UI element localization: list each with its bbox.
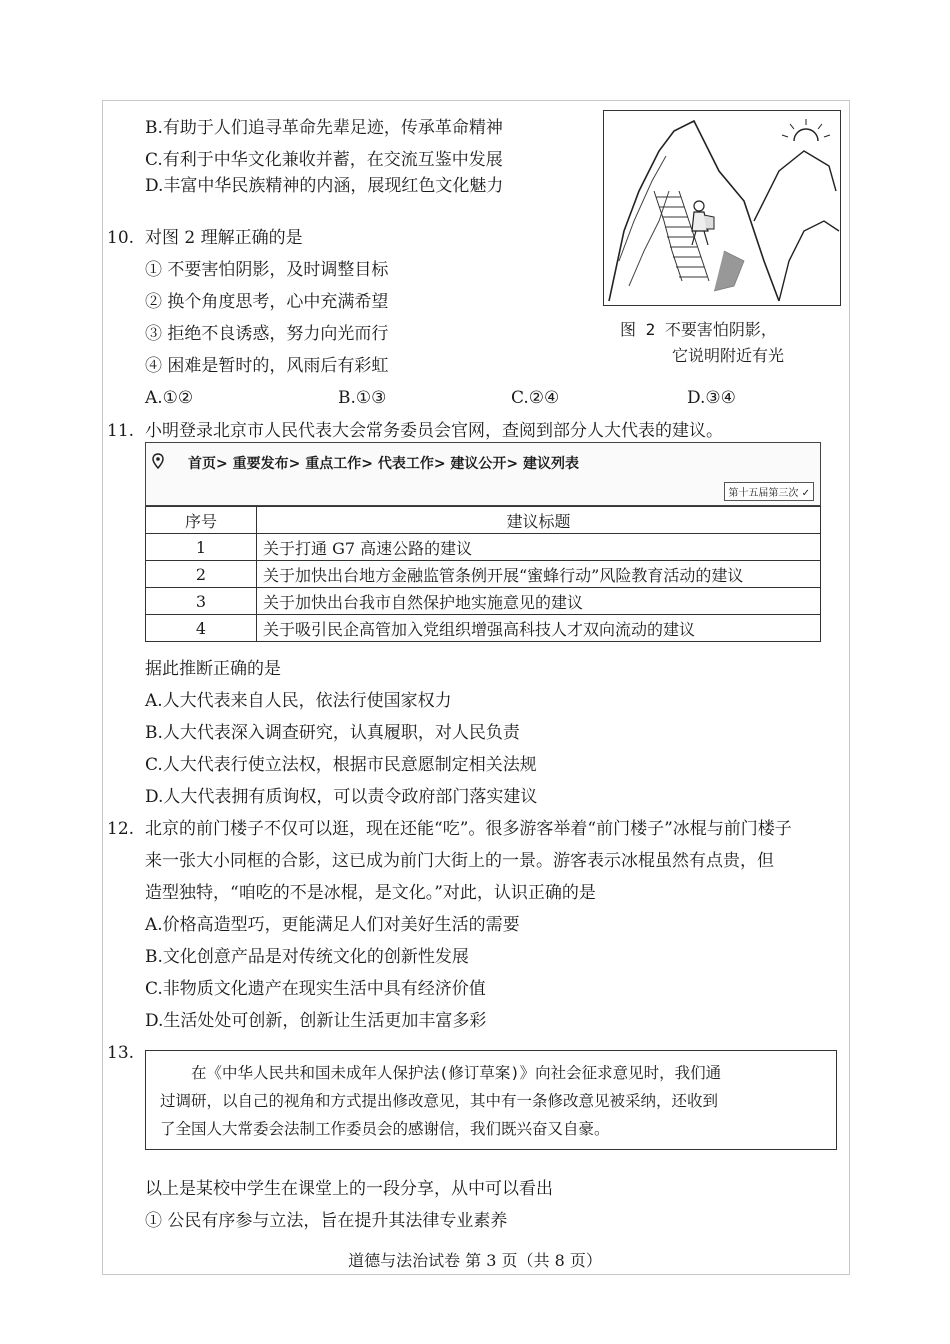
q13-quote-box (145, 1050, 837, 1150)
table-header-row (146, 507, 821, 534)
table-row (146, 534, 821, 561)
q9-option-b: B.有助于人们追寻革命先辈足迹，传承革命精神 (145, 118, 503, 138)
session-select-value: 第十五届第三次 (728, 488, 799, 499)
table-cell-title: 关于吸引民企高管加入党组织增强高科技人才双向流动的建议 (257, 615, 821, 642)
figure-2-caption-line1: 图 2 不要害怕阴影， (620, 320, 777, 339)
q13-box-line2: 过调研，以自己的视角和方式提出修改意见，其中有一条修改意见被采纳，还收到 (160, 1092, 719, 1110)
q13-item-1: ① 公民有序参与立法，旨在提升其法律专业素养 (145, 1211, 508, 1231)
session-select (724, 482, 814, 501)
table-cell-index: 1 (146, 534, 257, 561)
mountain-stairs-drawing (604, 111, 840, 305)
q10-choice-d: D.③④ (687, 388, 736, 408)
q13-number: 13. (107, 1043, 135, 1063)
figure-2-caption-line2: 它说明附近有光 (672, 346, 785, 365)
suggestion-table (145, 506, 821, 642)
q10-item-4: ④ 困难是暂时的，风雨后有彩虹 (145, 356, 389, 376)
breadcrumb: 首页> 重要发布> 重点工作> 代表工作> 建议公开> 建议列表 (188, 456, 580, 472)
q12-stem-line2: 来一张大小同框的合影，这已成为前门大街上的一景。游客表示冰棍虽然有点贵，但 (145, 851, 774, 871)
q9-option-c: C.有利于中华文化兼收并蓄，在交流互鉴中发展 (145, 150, 503, 170)
table-cell-index: 2 (146, 561, 257, 588)
q12-stem-line3: 造型独特，“咱吃的不是冰棍，是文化。”对此，认识正确的是 (145, 883, 596, 903)
q13-box-line3: 了全国人大常委会法制工作委员会的感谢信，我们既兴奋又自豪。 (160, 1120, 610, 1138)
q10-item-2: ② 换个角度思考，心中充满希望 (145, 292, 389, 312)
q11-option-d: D.人大代表拥有质询权，可以责令政府部门落实建议 (145, 787, 538, 807)
q12-number: 12. (107, 819, 135, 839)
table-header-index: 序号 (146, 507, 257, 534)
location-pin-icon (152, 453, 164, 469)
q12-option-b: B.文化创意产品是对传统文化的创新性发展 (145, 947, 469, 967)
website-screenshot (145, 442, 821, 506)
table-row (146, 588, 821, 615)
table-header-title: 建议标题 (257, 507, 821, 534)
q10-choice-c: C.②④ (511, 388, 560, 408)
page-footer: 道德与法治试卷 第 3 页（共 8 页） (348, 1251, 602, 1270)
table-row (146, 561, 821, 588)
table-cell-index: 3 (146, 588, 257, 615)
q10-choice-b: B.①③ (338, 388, 387, 408)
q12-option-c: C.非物质文化遗产在现实生活中具有经济价值 (145, 979, 486, 999)
q9-option-d: D.丰富中华民族精神的内涵，展现红色文化魅力 (145, 176, 504, 196)
q11-option-c: C.人大代表行使立法权，根据市民意愿制定相关法规 (145, 755, 537, 775)
q10-choice-a: A.①② (145, 388, 194, 408)
q11-option-b: B.人大代表深入调查研究，认真履职，对人民负责 (145, 723, 520, 743)
q11-option-a: A.人大代表来自人民，依法行使国家权力 (145, 691, 452, 711)
q12-stem-line1: 北京的前门楼子不仅可以逛，现在还能“吃”。很多游客举着“前门楼子”冰棍与前门楼子 (145, 819, 792, 839)
q11-stem: 小明登录北京市人民代表大会常务委员会官网，查阅到部分人大代表的建议。 (145, 421, 723, 441)
q12-option-d: D.生活处处可创新，创新让生活更加丰富多彩 (145, 1011, 487, 1031)
q10-item-1: ① 不要害怕阴影，及时调整目标 (145, 260, 389, 280)
q12-option-a: A.价格高造型巧，更能满足人们对美好生活的需要 (145, 915, 520, 935)
table-row (146, 615, 821, 642)
table-cell-title: 关于加快出台地方金融监管条例开展“蜜蜂行动”风险教育活动的建议 (257, 561, 821, 588)
q10-item-3: ③ 拒绝不良诱惑，努力向光而行 (145, 324, 389, 344)
chevron-down-icon: ✓ (801, 488, 810, 499)
table-cell-title: 关于打通 G7 高速公路的建议 (257, 534, 821, 561)
q11-number: 11. (107, 421, 135, 441)
q10-number: 10. (107, 228, 135, 248)
q10-stem: 对图 2 理解正确的是 (145, 228, 303, 248)
q13-box-line1: 在《中华人民共和国未成年人保护法(修订草案)》向社会征求意见时，我们通 (160, 1064, 722, 1082)
table-cell-title: 关于加快出台我市自然保护地实施意见的建议 (257, 588, 821, 615)
table-cell-index: 4 (146, 615, 257, 642)
q11-prompt: 据此推断正确的是 (145, 659, 281, 679)
q13-after-text: 以上是某校中学生在课堂上的一段分享，从中可以看出 (145, 1179, 553, 1199)
figure-2-illustration (603, 110, 841, 306)
